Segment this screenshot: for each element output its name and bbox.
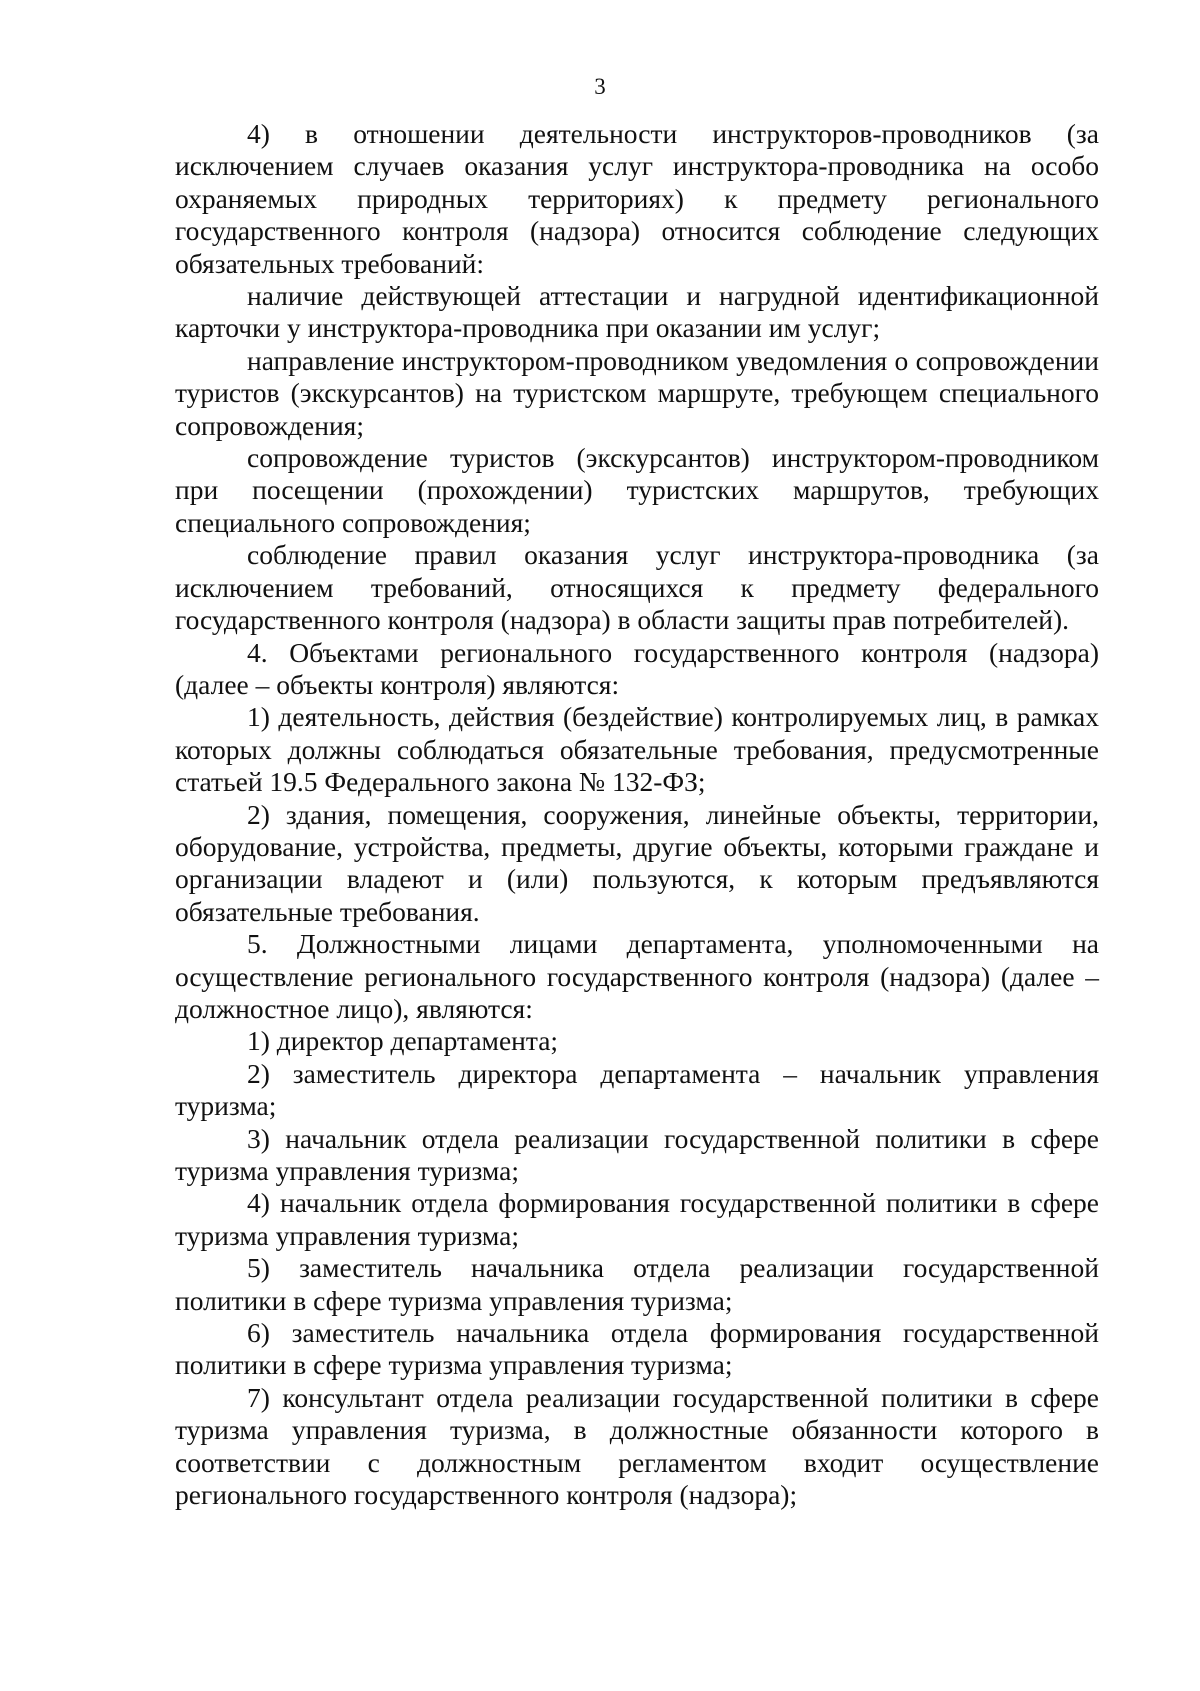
paragraph-5-1: 1) директор департамента; xyxy=(247,1025,559,1057)
paragraph-5-5: 5) заместитель начальника отдела реализации государственной политики в сфере туризма управления туризма; xyxy=(175,1252,1099,1316)
document-body xyxy=(175,118,1099,1511)
paragraph-section-4: 4. Объектами регионального государственного контроля (надзора) (далее – объекты контроля) являются: xyxy=(175,636,1099,700)
paragraph-attestation: наличие действующей аттестации и нагрудной идентификационной карточки у инструктора-проводника при оказании им услуг; xyxy=(175,280,1099,344)
page-number: 3 xyxy=(594,74,606,99)
paragraph-5-3: 3) начальник отдела реализации государственной политики в сфере туризма управления туризма; xyxy=(175,1122,1099,1186)
paragraph-4-1: 1) деятельность, действия (бездействие) контролируемых лиц, в рамках которых должны соблюдаться обязательные требования, предусмотренные статьей 19.5 Федерального закона № 132-ФЗ; xyxy=(175,701,1099,798)
paragraph-5-2: 2) заместитель директора департамента – начальник управления туризма; xyxy=(175,1057,1099,1122)
paragraph-4-instructors: 4) в отношении деятельности инструкторов-проводников (за исключением случаев оказания услуг инструктора-проводника на особо охраняемых природных территориях) к предмету регионального государственного контроля (надзора) относится соблюдение следующих обязательных требований: xyxy=(175,118,1099,279)
paragraph-4-2: 2) здания, помещения, сооружения, линейные объекты, территории, оборудование, устройства, предметы, другие объекты, которыми граждане и организации владеют и (или) пользуются, к которым предъявляются обязательные требования. xyxy=(175,798,1099,927)
paragraph-5-4: 4) начальник отдела формирования государственной политики в сфере туризма управления туризма; xyxy=(175,1187,1099,1251)
paragraph-escort: сопровождение туристов (экскурсантов) инструктором-проводником при посещении (прохождении) туристских маршрутов, требующих специального сопровождения; xyxy=(175,442,1099,538)
paragraph-5-7: 7) консультант отдела реализации государственной политики в сфере туризма управления туризма, в должностные обязанности которого в соответствии с должностным регламентом входит осуществление регионального государственного контроля (надзора); xyxy=(175,1381,1099,1511)
paragraph-5-6: 6) заместитель начальника отдела формирования государственной политики в сфере туризма управления туризма; xyxy=(175,1317,1099,1381)
paragraph-notification: направление инструктором-проводником уведомления о сопровождении туристов (экскурсантов) на туристском маршруте, требующем специального сопровождения; xyxy=(175,344,1099,441)
paragraph-rules: соблюдение правил оказания услуг инструктора-проводника (за исключением требований, относящихся к предмету федерального государственного контроля (надзора) в области защиты прав потребителей). xyxy=(175,539,1099,636)
paragraph-section-5: 5. Должностными лицами департамента, уполномоченными на осуществление регионального государственного контроля (надзора) (далее – должностное лицо), являются: xyxy=(175,928,1099,1024)
